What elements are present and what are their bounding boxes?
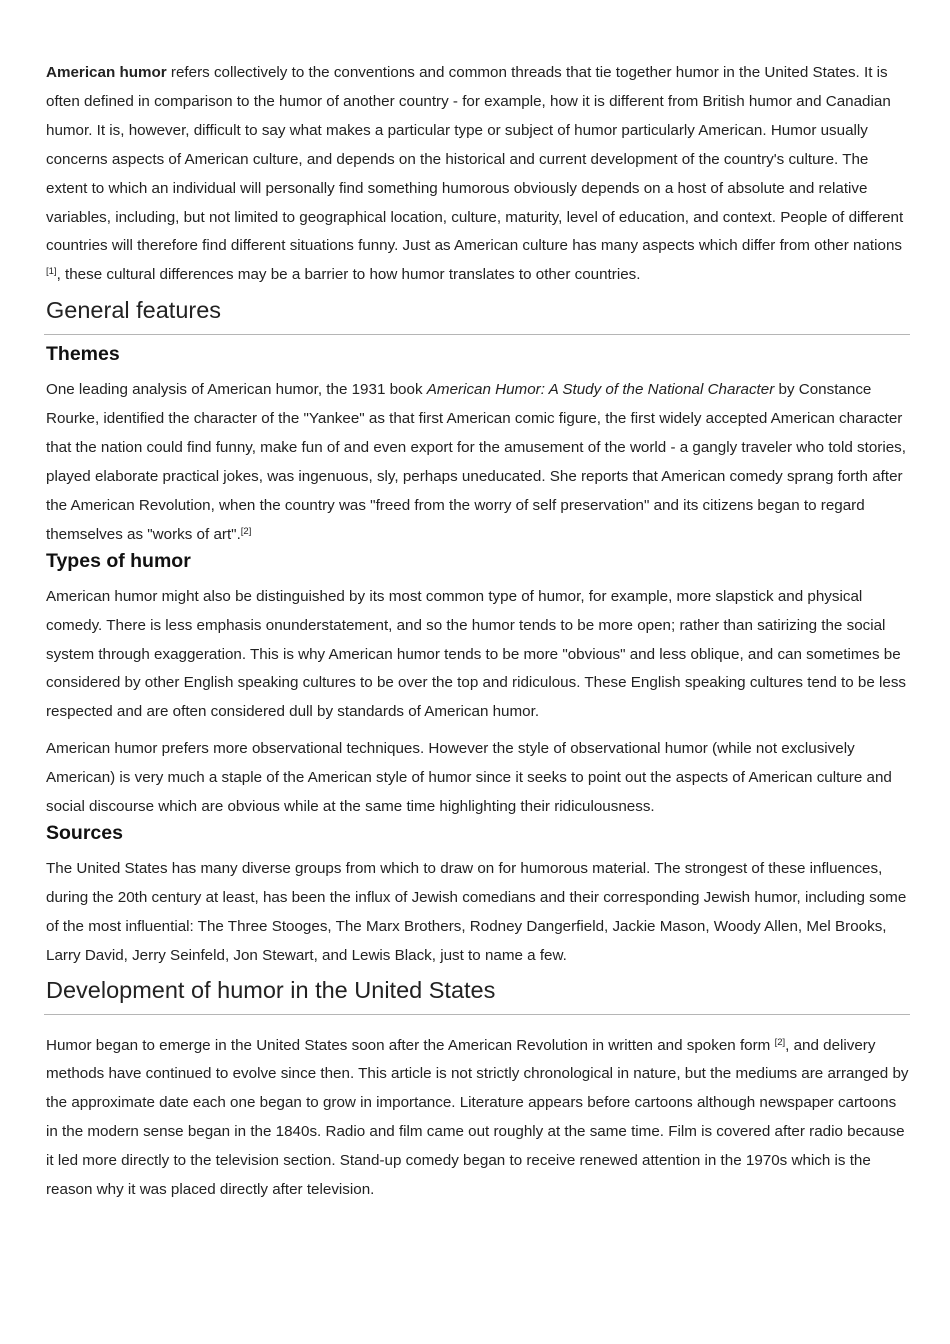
intro-term: American humor [46, 64, 167, 81]
citation-ref[interactable]: [2] [240, 525, 252, 537]
section-heading-development: Development of humor in the United States [44, 977, 910, 1015]
themes-paragraph [46, 376, 910, 549]
subsection-heading-types-of-humor: Types of humor [46, 549, 191, 572]
types-paragraph-1: American humor might also be distinguished by its most common type of humor, for example, more slapstick and physical comedy. There is less emphasis onunderstatement, and so the humor tends to be more open; rather than satirizing the social system through exaggeration. This is why American humor tends to be more "obvious" and less oblique, and can sometimes be considered by other English speaking cultures to be over the top and ridiculous. These English speaking cultures tend to be less respected and are often considered dull by standards of American humor. [46, 587, 907, 721]
citation-ref[interactable]: [2] [774, 1036, 786, 1048]
themes-text-2: by Constance Rourke, identified the character of the "Yankee" as that first American comic figure, the first widely accepted American character that the nation could find funny, make fun of and even export for the amusement of the world - a gangly traveler who told stories, played elaborate practical jokes, was ingenuous, sly, perhaps uneducated. She reports that American comedy sprang forth after the American Revolution, when the country was "freed from the worry of self preservation" and its citizens began to regard themselves as "works of art". [46, 381, 906, 543]
development-text-2: , and delivery methods have continued to evolve since then. This article is not strictly chronological in nature, but the mediums are arranged by the approximate date each one began to grow in importance. Literature appears before cartoons although newspaper cartoons in the modern sense began in the 1840s. Radio and film came out roughly at the same time. Film is covered after radio because it led more directly to the television section. Stand-up comedy began to receive renewed attention in the 1970s which is the reason why it was placed directly after television. [46, 1036, 909, 1199]
development-paragraph [46, 1032, 910, 1205]
themes-text-1: One leading analysis of American humor, the 1931 book [46, 381, 427, 399]
article-body [46, 59, 910, 1205]
intro-text-1: refers collectively to the conventions and common threads that tie together humor in the United States. It is often defined in comparison to the humor of another country - for example, how it is different from British humor and Canadian humor. It is, however, difficult to say what makes a particular type or subject of humor particularly American. Humor usually concerns aspects of American culture, and depends on the historical and current development of the country's culture. The extent to which an individual will personally find something humorous obviously depends on a host of absolute and relative variables, including, but not limited to geographical location, culture, maturity, level of education, and context. People of different countries will therefore find different situations funny. Just as American culture has many aspects which differ from other nations [46, 64, 904, 255]
intro-text-2: , these cultural differences may be a barrier to how humor translates to other countries. [56, 266, 641, 284]
section-heading-general-features: General features [44, 297, 910, 335]
intro-paragraph [46, 59, 910, 290]
book-title: American Humor: A Study of the National Character [426, 381, 775, 399]
development-text-1: Humor began to emerge in the United States soon after the American Revolution in written and spoken form [46, 1036, 775, 1054]
sources-paragraph: The United States has many diverse groups from which to draw on for humorous material. The strongest of these influences, during the 20th century at least, has been the influx of Jewish comedians and their corresponding Jewish humor, including some of the most influential: The Three Stooges, The Marx Brothers, Rodney Dangerfield, Jackie Mason, Woody Allen, Mel Brooks, Larry David, Jerry Seinfeld, Jon Stewart, and Lewis Black, just to name a few. [46, 859, 907, 964]
citation-ref[interactable]: [1] [46, 266, 57, 278]
subsection-heading-sources: Sources [46, 821, 123, 844]
types-paragraph-2: American humor prefers more observational techniques. However the style of observational humor (while not exclusively American) is very much a staple of the American style of humor since it seeks to point out the aspects of American culture and social discourse which are obvious while at the same time highlighting their ridiculousness. [46, 740, 892, 816]
subsection-heading-themes: Themes [46, 343, 120, 366]
